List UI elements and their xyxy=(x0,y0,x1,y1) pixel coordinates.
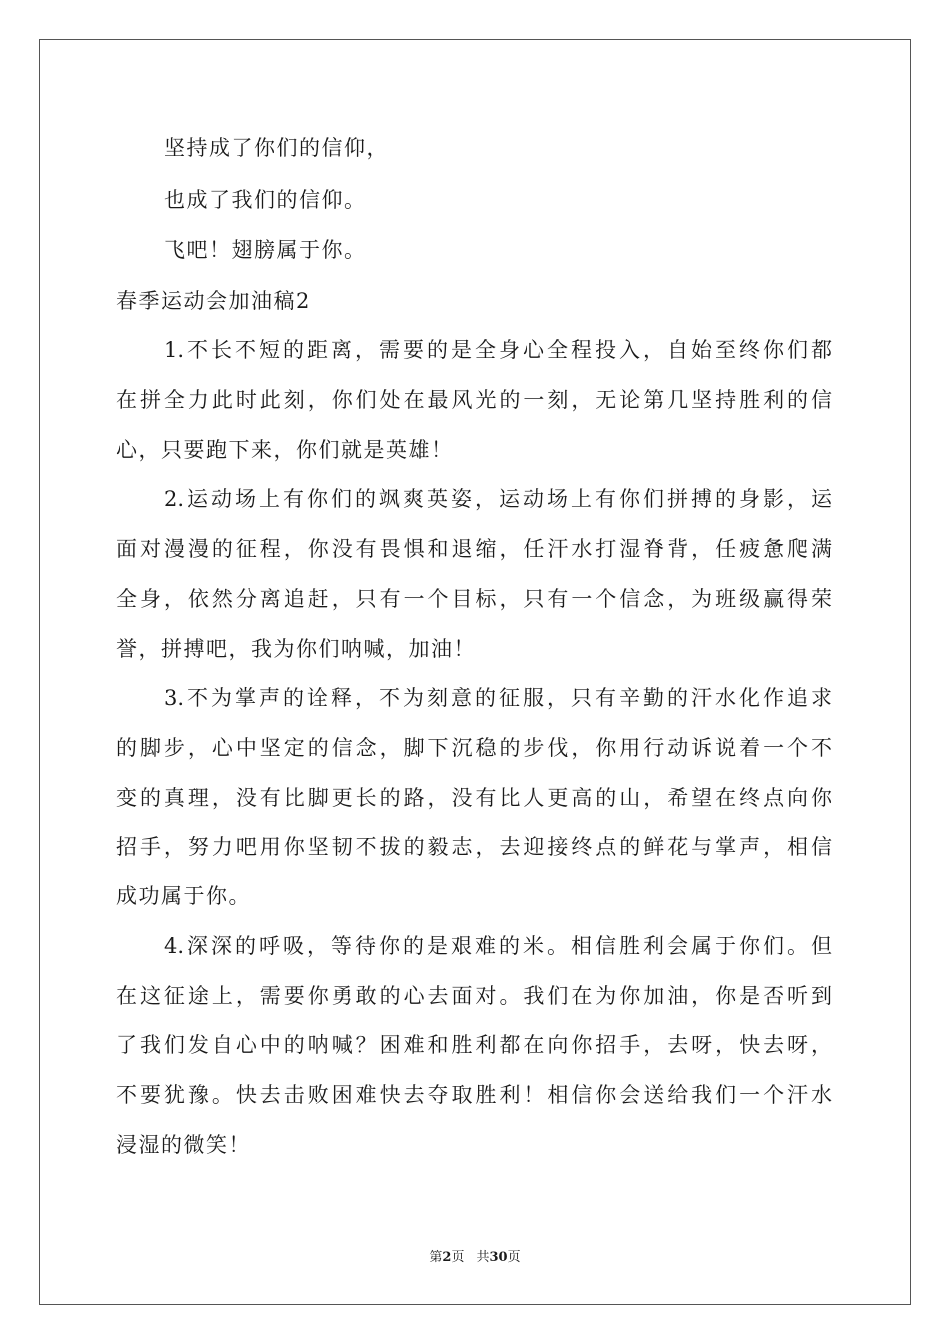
footer-total-prefix: 共 xyxy=(476,1250,490,1265)
poem-line-3: 飞吧！翅膀属于你。 xyxy=(164,238,367,262)
paragraph-3-line-2: 的脚步，心中坚定的信念，脚下沉稳的步伐，你用行动诉说着一个不 xyxy=(116,736,832,760)
poem-line-1: 坚持成了你们的信仰， xyxy=(164,136,389,160)
paragraph-1-line-1: 1.不长不短的距离，需要的是全身心全程投入，自始至终你们都 xyxy=(164,338,832,362)
paragraph-3-line-3: 变的真理，没有比脚更长的路，没有比人更高的山，希望在终点向你 xyxy=(116,786,832,810)
paragraph-2-line-4: 誉，拼搏吧，我为你们呐喊，加油！ xyxy=(116,637,476,661)
paragraph-3-line-1: 3.不为掌声的诠释，不为刻意的征服，只有辛勤的汗水化作追求 xyxy=(164,686,832,710)
paragraph-2-line-3: 全身，依然分离追赶，只有一个目标，只有一个信念，为班级赢得荣 xyxy=(116,587,832,611)
footer-page-number: 2 xyxy=(442,1250,452,1265)
paragraph-1-line-2: 在拼全力此时此刻，你们处在最风光的一刻，无论第几坚持胜利的信 xyxy=(116,388,832,412)
paragraph-2-line-1: 2.运动场上有你们的飒爽英姿，运动场上有你们拼搏的身影，运 xyxy=(164,487,832,511)
paragraph-2-line-2: 面对漫漫的征程，你没有畏惧和退缩，任汗水打湿脊背，任疲惫爬满 xyxy=(116,537,832,561)
paragraph-4-line-1: 4.深深的呼吸，等待你的是艰难的米。相信胜利会属于你们。但 xyxy=(164,934,832,958)
footer-page-prefix: 第 xyxy=(429,1250,443,1265)
page-border xyxy=(39,39,911,1305)
footer-total-unit: 页 xyxy=(507,1250,521,1265)
page-footer xyxy=(0,1250,950,1266)
footer-page-unit: 页 xyxy=(451,1250,465,1265)
paragraph-4-line-4: 不要犹豫。快去击败困难快去夺取胜利！相信你会送给我们一个汗水 xyxy=(116,1083,832,1107)
footer-total-pages: 30 xyxy=(489,1250,508,1265)
paragraph-4-line-5: 浸湿的微笑！ xyxy=(116,1133,251,1157)
paragraph-3-line-5: 成功属于你。 xyxy=(116,884,251,908)
paragraph-1-line-3: 心，只要跑下来，你们就是英雄！ xyxy=(116,438,454,462)
poem-line-2: 也成了我们的信仰。 xyxy=(164,188,367,212)
section-heading: 春季运动会加油稿2 xyxy=(116,289,311,313)
paragraph-3-line-4: 招手，努力吧用你坚韧不拔的毅志，去迎接终点的鲜花与掌声，相信 xyxy=(116,835,832,859)
paragraph-4-line-3: 了我们发自心中的呐喊？困难和胜利都在向你招手，去呀，快去呀， xyxy=(116,1033,832,1057)
paragraph-4-line-2: 在这征途上，需要你勇敢的心去面对。我们在为你加油，你是否听到 xyxy=(116,984,832,1008)
